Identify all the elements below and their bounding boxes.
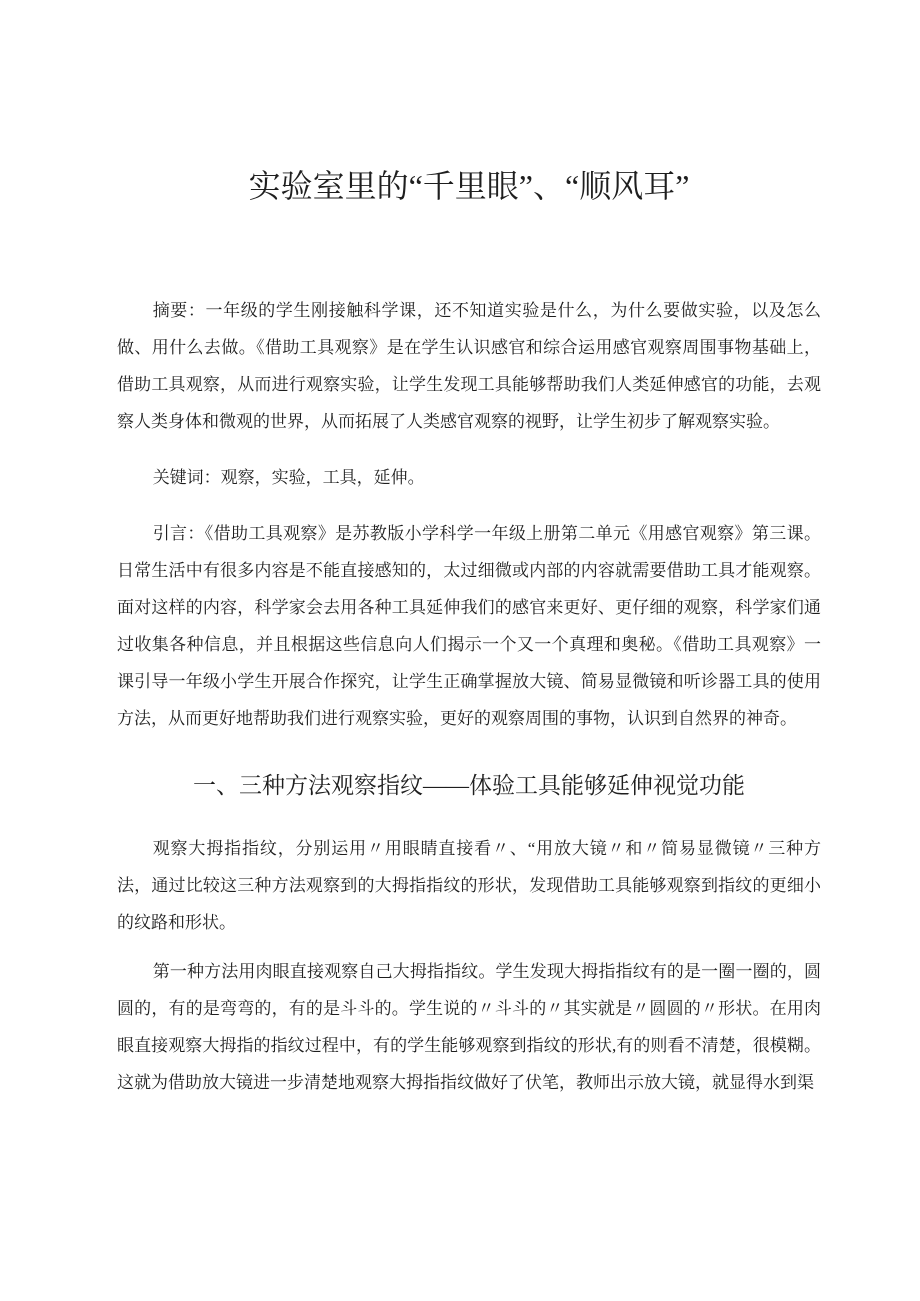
document-title: 实验室里的“千里眼”、“顺风耳”	[248, 168, 690, 204]
section-1-heading: 一、三种方法观察指纹——体验工具能够延伸视觉功能	[193, 773, 745, 798]
section-1-paragraph-2: 第一种方法用肉眼直接观察自己大拇指指纹。学生发现大拇指指纹有的是一圈一圈的，圆圆的，有的是弯弯的，有的是斗斗的。学生说的〃斗斗的〃其实就是〃圆圆的〃形状。在用肉眼直接观察大拇指的指纹过程中，有的学生能够观察到指纹的形状,有的则看不清楚，很模糊。这就为借助放大镜进一步清楚地观察大拇指指纹做好了伏笔，教师出示放大镜，就显得水到渠	[117, 962, 821, 1092]
section-1-paragraph-1: 观察大拇指指纹，分别运用〃用眼睛直接看〃、“用放大镜〃和〃简易显微镜〃三种方法，通过比较这三种方法观察到的大拇指指纹的形状，发现借助工具能够观察到指纹的更细小的纹路和形状。	[117, 839, 821, 932]
abstract-paragraph: 摘要：一年级的学生刚接触科学课，还不知道实验是什么，为什么要做实验，以及怎么做、用什么去做。《借助工具观察》是在学生认识感官和综合运用感官观察周围事物基础上，借助工具观察，从而进行观察实验，让学生发现工具能够帮助我们人类延伸感官的功能，去观察人类身体和微观的世界，从而拓展了人类感官观察的视野，让学生初步了解观察实验。	[117, 301, 821, 431]
keywords-paragraph: 关键词：观察，实验，工具，延伸。	[152, 468, 425, 487]
introduction-paragraph: 引言：《借助工具观察》是苏教版小学科学一年级上册第二单元《用感官观察》第三课。日常生活中有很多内容是不能直接感知的，太过细微或内部的内容就需要借助工具才能观察。面对这样的内容，科学家会去用各种工具延伸我们的感官来更好、更仔细的观察，科学家们通过收集各种信息，并且根据这些信息向人们揭示一个又一个真理和奥秘。《借助工具观察》一课引导一年级小学生开展合作探究，让学生正确掌握放大镜、简易显微镜和听诊器工具的使用方法，从而更好地帮助我们进行观察实验，更好的观察周围的事物，认识到自然界的神奇。	[117, 524, 821, 728]
